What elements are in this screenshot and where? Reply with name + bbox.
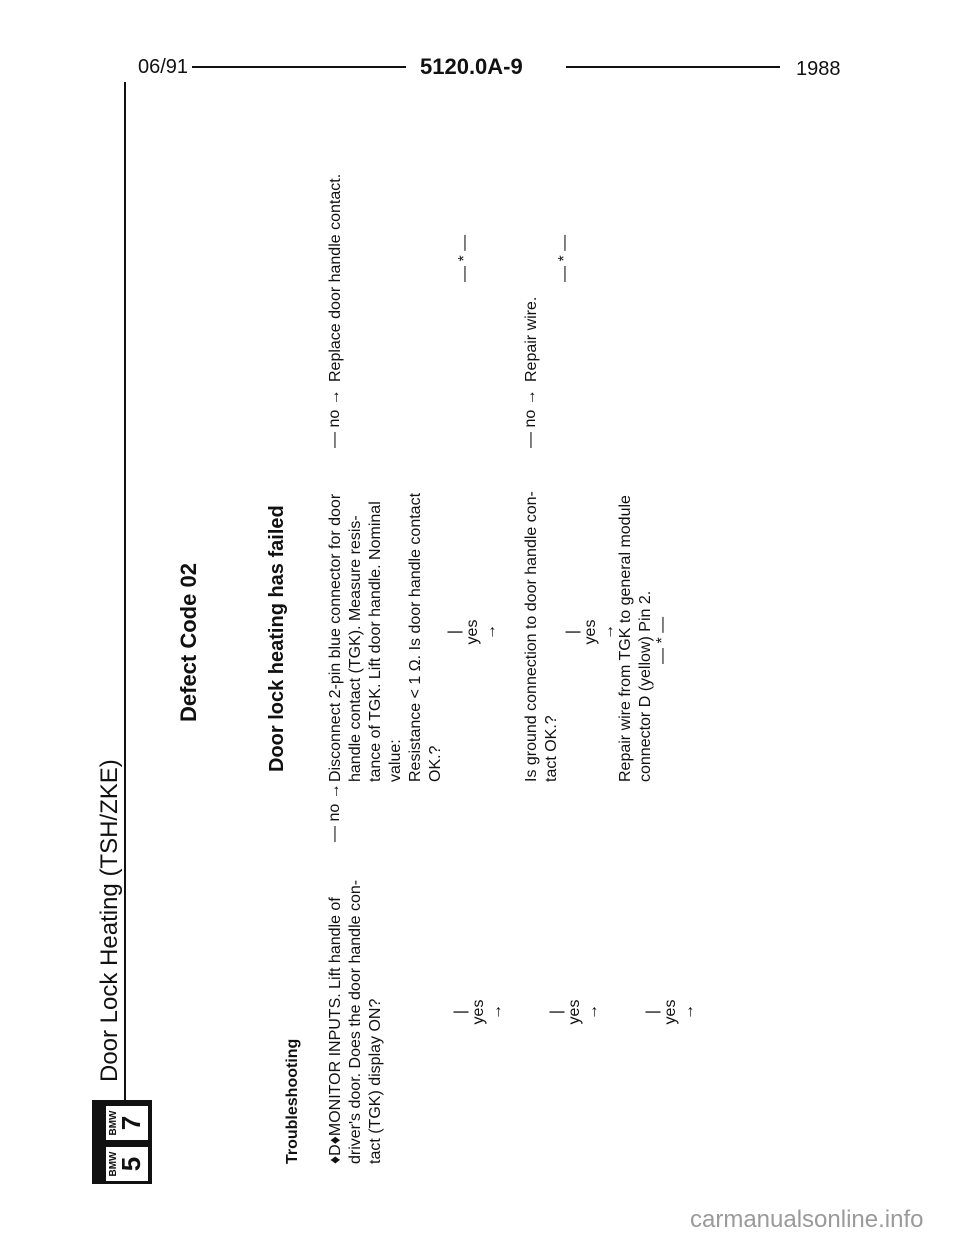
- step-1-no-arrow: — no →: [326, 783, 343, 842]
- troubleshooting-heading: Troubleshooting: [284, 1038, 301, 1164]
- result-repair-wire: Repair wire.: [523, 296, 540, 382]
- step-3-yes-connector: | yes →: [564, 619, 617, 645]
- header-date: 06/91: [138, 56, 189, 78]
- result-1-end-marker: — * —: [456, 234, 473, 282]
- step-2-yes-connector: | yes →: [446, 619, 499, 645]
- step-1-yes-connector-a: | yes →: [452, 999, 505, 1025]
- result-2-end-marker: — * —: [556, 234, 573, 282]
- step-4-text: Repair wire from TGK to general module connector D (yellow) Pin 2.: [617, 495, 654, 782]
- step-3-no-arrow: — no →: [522, 389, 539, 448]
- document-title: Door Lock Heating (TSH/ZKE): [96, 759, 123, 1082]
- step-1-text: ♦D♦MONITOR INPUTS. Lift handle of driver's door. Does the door handle con- tact (TGK) display ON?: [327, 879, 384, 1164]
- defect-code-heading: Defect Code 02: [176, 563, 201, 722]
- bmw-logo: [92, 1100, 152, 1184]
- watermark: carmanualsonline.info: [690, 1206, 924, 1233]
- step-3-text: Is ground connection to door handle con- tact OK.?: [523, 491, 560, 782]
- step-1-yes-connector-c: | yes →: [644, 999, 697, 1025]
- step-4-end-marker: — * —: [654, 616, 671, 664]
- step-2-text: Disconnect 2-pin blue connector for door handle contact (TGK). Measure resis- tance of TGK. Lift door handle. Nominal value: Resistance < 1 Ω. Is door handle contact OK.?: [327, 492, 444, 782]
- step-2-no-arrow: — no →: [326, 389, 343, 448]
- bmw-7-series-badge: BMW 7: [103, 1103, 151, 1143]
- failure-heading: Door lock heating has failed: [266, 505, 288, 772]
- header-document-code: 5120.0A-9: [420, 54, 523, 79]
- result-replace-door-handle-contact: Replace door handle contact.: [327, 173, 344, 382]
- header-year: 1988: [796, 58, 841, 80]
- left-margin-rule: [124, 82, 126, 1122]
- step-1-yes-connector-b: | yes →: [548, 999, 601, 1025]
- bmw-5-series-badge: BMW 5: [103, 1144, 151, 1184]
